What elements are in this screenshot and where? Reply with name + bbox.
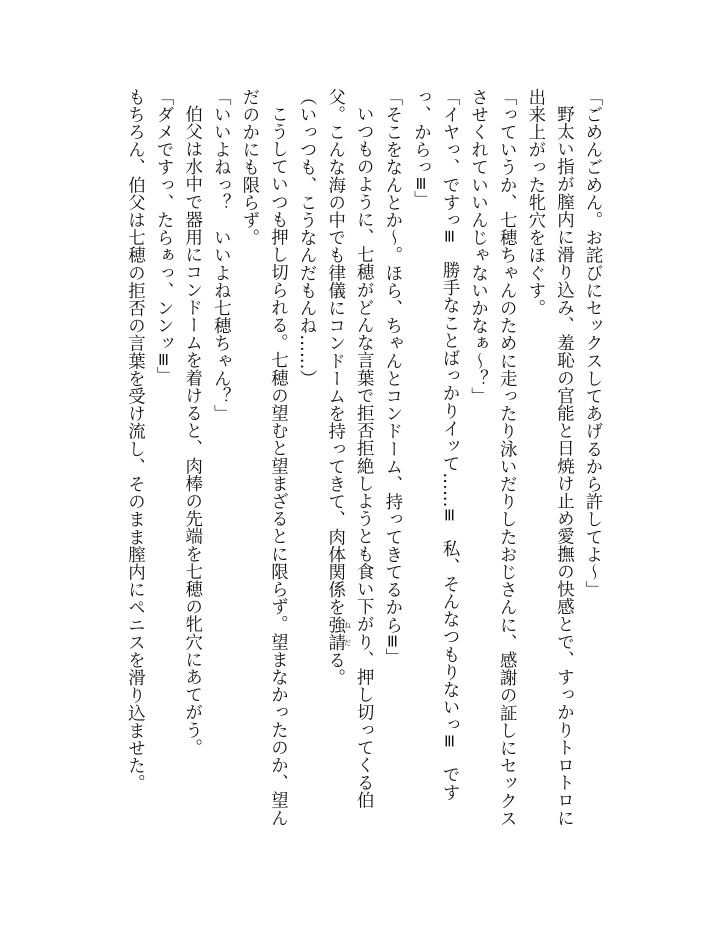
paragraph-11: 「ダメですっ、たらぁっ、ンンッ≡」 bbox=[153, 88, 174, 385]
paragraph-7: （いっつも、こうなんだもんね……） bbox=[296, 88, 317, 388]
vertical-text-body bbox=[106, 88, 606, 828]
paragraph-1: 「ごめんごめん。お詫びにセックスしてあげるから許してよ〜」 bbox=[582, 88, 602, 599]
paragraph-9: 「いいよねっ？ いいよね七穂ちゃん？」 bbox=[210, 88, 231, 423]
paragraph-8: こうしていつも押し切られる。七穂の望むと望まざるとに限らず。望まなかったのか、望んだのかにも限らず。 bbox=[238, 88, 288, 827]
paragraph-2: 野太い指が膣内に滑り込み、羞恥の官能と日焼け止め愛撫の快感とで、すっかりトロトロに出来上がった牝穴をほぐす。 bbox=[524, 88, 574, 827]
paragraph-4: 「イヤっ、ですっ≡ 勝手なことばっかりイッて……≡ 私、そんなつもりないっ≡ ですっ、からっ≡」 bbox=[410, 88, 460, 802]
paragraph-3: 「っていうか、七穂ちゃんのために走ったり泳いだりしたおじさんに、感謝の証しにセックスさせくれていいんじゃないかなぁ〜？」 bbox=[467, 88, 517, 828]
ruby-reading: ねだ bbox=[343, 616, 352, 652]
paragraph-12: もちろん、伯父は七穂の拒否の言葉を受け流し、そのまま膣内にペニスを滑り込ませた。 bbox=[124, 88, 145, 792]
paragraph-10: 伯父は水中で器用にコンドームを着けると、肉棒の先端を七穂の牝穴にあてがう。 bbox=[181, 105, 202, 757]
ruby-annotation: 強請 ねだ bbox=[324, 616, 352, 652]
paragraph-5: 「そこをなんとか〜。ほら、ちゃんとコンドーム、持ってきてるから≡」 bbox=[381, 88, 402, 666]
paragraph-6: いつものように、七穂がどんな言葉で拒否拒絶しようとも食い下がり、押し切ってくる伯父。こんな海の中でも律儀にコンドームを持ってきて、肉体関係を強請 ねだる。 bbox=[324, 88, 374, 810]
